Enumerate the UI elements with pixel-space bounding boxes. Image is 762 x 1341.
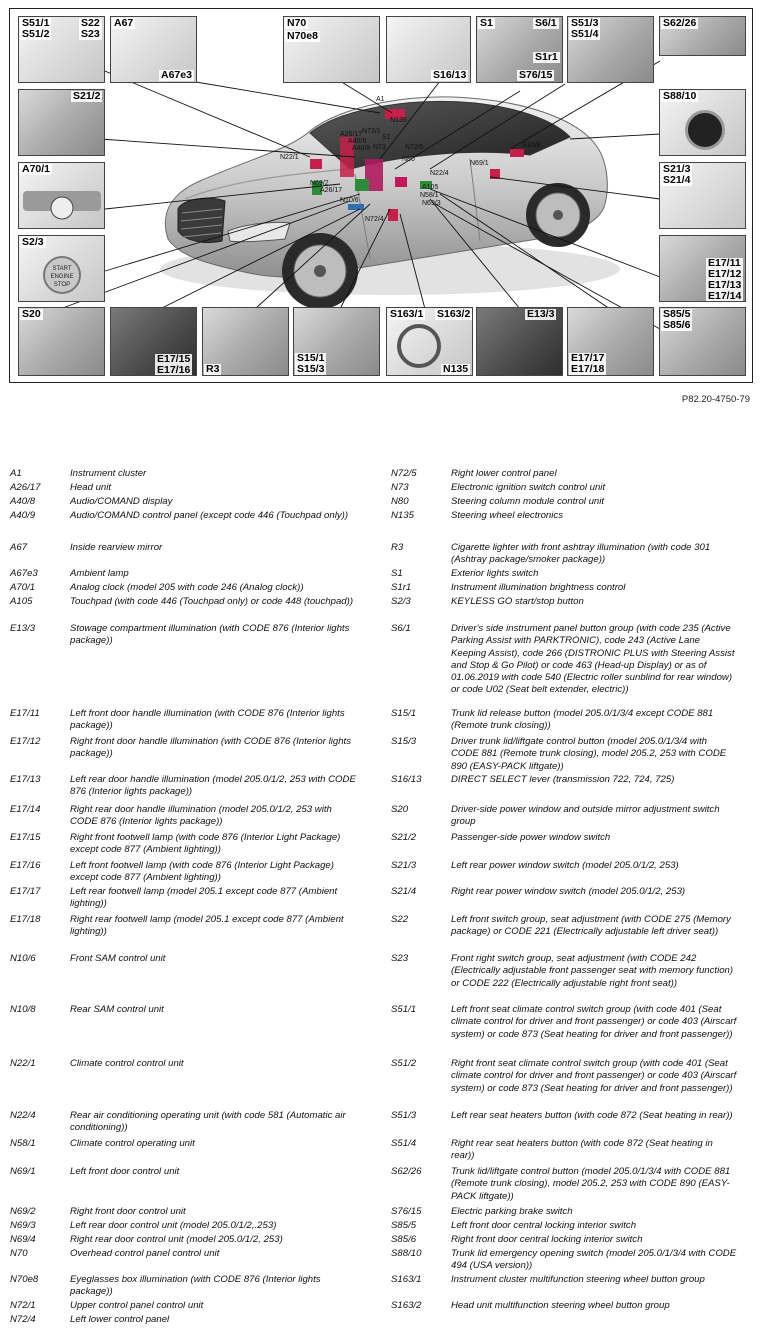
callout: N58/1 xyxy=(420,192,439,199)
component-code: N10/8 xyxy=(10,1004,36,1015)
component-code: S23 xyxy=(391,953,409,964)
component-code: S62/26 xyxy=(391,1166,422,1177)
component-code: S6/1 xyxy=(391,623,411,634)
label: S51/4 xyxy=(571,28,599,40)
label: E13/3 xyxy=(527,308,555,320)
label: S15/3 xyxy=(297,363,325,375)
component-description: Left lower control panel xyxy=(70,1314,170,1325)
component-description: Right lower control panel xyxy=(451,468,557,479)
component-description: Audio/COMAND control panel (except code 446 (Touchpad only)) xyxy=(70,510,349,521)
component-description: Trunk lid release button (model 205.0/1/3/4 except CODE 881 (Remote trunk closing)) xyxy=(451,708,714,732)
component-code: E17/13 xyxy=(10,774,41,785)
component-code: N72/1 xyxy=(10,1300,36,1311)
engine-text: ENGINE xyxy=(50,274,74,280)
component-code: N80 xyxy=(391,496,409,507)
label: S16/13 xyxy=(433,69,467,81)
component-description: Eyeglasses box illumination (with CODE 876 (Interior lights package)) xyxy=(70,1274,321,1298)
component-code: S85/5 xyxy=(391,1220,417,1231)
component-description: Climate control control unit xyxy=(70,1058,184,1069)
clock-icon xyxy=(19,163,105,229)
thumb-rear-seat-heat xyxy=(567,16,654,83)
stop-text: STOP xyxy=(53,282,71,288)
component-description: Left front seat climate control switch group (with code 401 (Seat climate control for driver and front passenger) or code 403 (Airscarf system) or code 873 (Seat heating for driver and front passenger)) xyxy=(451,1004,737,1040)
thumb-seat-switches xyxy=(18,16,105,83)
component-description: Left front footwell lamp (with code 876 (Interior Light Package) except code 877 (Ambient lighting)) xyxy=(70,860,334,884)
component-code: S15/1 xyxy=(391,708,417,719)
component-description: Left rear seat heaters button (with code 872 (Seat heating in rear)) xyxy=(451,1110,733,1121)
label: S163/1 xyxy=(390,308,424,320)
component-code: E17/15 xyxy=(10,832,41,843)
callout: N72/5 xyxy=(405,144,424,151)
label: S22 xyxy=(81,17,100,29)
label: N70 xyxy=(287,17,307,29)
callout: S1 xyxy=(382,134,391,141)
component-description: DIRECT SELECT lever (transmission 722, 724, 725) xyxy=(451,774,675,785)
callout: N10/6 xyxy=(340,197,359,204)
component-description: Right rear door control unit (model 205.0/1/2, 253) xyxy=(70,1234,283,1245)
label: N70e8 xyxy=(287,30,318,42)
label: E17/18 xyxy=(571,363,605,375)
thumb-trunk-button xyxy=(659,16,746,56)
component-description: Touchpad (with code 446 (Touchpad only) or code 448 (touchpad)) xyxy=(70,596,354,607)
component-code: S163/1 xyxy=(391,1274,422,1285)
location-diagram xyxy=(9,8,753,383)
round-switch-icon xyxy=(685,110,725,150)
label: S76/15 xyxy=(519,69,553,81)
label: E17/14 xyxy=(708,290,742,302)
thumb-door-handles xyxy=(659,235,746,302)
component-description: Steering column module control unit xyxy=(451,496,605,507)
component-code: E17/18 xyxy=(10,914,41,925)
component-description: Right front seat climate control switch group (with code 401 (Seat climate control for driver and front passenger) or code 403 (Airscarf system) or code 873 (Seat heating for driver and front passenger)) xyxy=(451,1058,737,1094)
label: S21/4 xyxy=(663,174,691,186)
label: E17/13 xyxy=(708,279,742,291)
label: S85/5 xyxy=(663,308,691,320)
label: E17/17 xyxy=(571,352,605,364)
component-code: S51/2 xyxy=(391,1058,417,1069)
component-code: E17/14 xyxy=(10,804,41,815)
thumb-rear-window-switch xyxy=(659,162,746,229)
component-code: S2/3 xyxy=(391,596,411,607)
component-description: Driver-side power window and outside mirror adjustment switch group xyxy=(451,804,720,828)
component-code: S85/6 xyxy=(391,1234,417,1245)
callout: A105 xyxy=(422,184,439,191)
component-description: Electric parking brake switch xyxy=(451,1206,573,1217)
label: A70/1 xyxy=(22,163,51,175)
component-code: S51/1 xyxy=(391,1004,417,1015)
thumb-passenger-window-switch xyxy=(18,89,105,156)
component-description: Analog clock (model 205 with code 246 (Analog clock)) xyxy=(70,582,304,593)
component-code: E17/12 xyxy=(10,736,41,747)
component-code: N135 xyxy=(391,510,414,521)
component-description: Driver's side instrument panel button group (with code 235 (Active Parking Assist with PARKTRONIC), code 243 (Active Lane Keeping Assist), code 266 (DISTRONIC PLUS with Steering Assist and Stop & Go Pilot) or code 463 (Head-up Display) or as of 01.06.2019 with code 540 (Electric roller sunblind for rear window) or code U02 (Seat belt extender, electric)) xyxy=(451,623,735,696)
component-description: Right rear footwell lamp (model 205.1 except code 877 (Ambient lighting)) xyxy=(70,914,344,938)
callout: N80 xyxy=(402,156,415,163)
component-description: Rear air conditioning operating unit (with code 581 (Automatic air conditioning)) xyxy=(70,1110,346,1134)
component-description: Instrument cluster multifunction steering wheel button group xyxy=(451,1274,705,1285)
thumb-cigarette-lighter xyxy=(202,307,289,376)
label: E17/16 xyxy=(157,364,191,376)
label: S21/3 xyxy=(663,163,691,175)
component-description: Left front door central locking interior switch xyxy=(451,1220,637,1231)
label: S51/2 xyxy=(22,28,50,40)
component-code: N69/2 xyxy=(10,1206,36,1217)
component-code: N58/1 xyxy=(10,1138,36,1149)
component-description: Head unit multifunction steering wheel button group xyxy=(451,1300,670,1311)
label: A67e3 xyxy=(161,69,192,81)
component-code: A40/8 xyxy=(10,496,36,507)
component-code: S16/13 xyxy=(391,774,422,785)
component-code: S76/15 xyxy=(391,1206,422,1217)
rear-wheel xyxy=(526,183,590,247)
start-text: START xyxy=(52,266,72,272)
component-description: Left rear power window switch (model 205.0/1/2, 253) xyxy=(451,860,679,871)
component-code: E17/17 xyxy=(10,886,41,897)
component-description: Ambient lamp xyxy=(70,568,129,579)
component-description: Cigarette lighter with front ashtray illumination (with code 301 (Ashtray package/smoker package)) xyxy=(451,542,711,566)
component-code: N69/4 xyxy=(10,1234,36,1245)
component-description: Left rear footwell lamp (model 205.1 except code 877 (Ambient lighting)) xyxy=(70,886,338,910)
component-code: A1 xyxy=(10,468,22,479)
label: S51/1 xyxy=(22,17,50,29)
thumb-steering-wheel xyxy=(386,307,473,376)
callout: A26/17 xyxy=(320,187,343,194)
component-description: Left front door handle illumination (with CODE 876 (Interior lights package)) xyxy=(70,708,345,732)
component-code: N10/6 xyxy=(10,953,36,964)
component-description: Right front door handle illumination (with CODE 876 (Interior lights package)) xyxy=(70,736,352,760)
component-code: S51/4 xyxy=(391,1138,417,1149)
component-description: Right front footwell lamp (with code 876 (Interior Light Package) except code 877 (Ambient lighting)) xyxy=(70,832,341,856)
component-code: N22/4 xyxy=(10,1110,36,1121)
component-description: Rear SAM control unit xyxy=(70,1004,164,1015)
thumb-stowage xyxy=(476,307,563,376)
component-code: S21/4 xyxy=(391,886,417,897)
steering-wheel-icon xyxy=(397,324,441,368)
component-code: N72/4 xyxy=(10,1314,36,1325)
callout: A40/9 xyxy=(352,145,371,152)
component-code: S21/3 xyxy=(391,860,417,871)
label: S1 xyxy=(480,17,493,29)
component-description: Climate control operating unit xyxy=(70,1138,195,1149)
label: S21/2 xyxy=(73,90,101,102)
thumb-overhead-panel xyxy=(283,16,380,83)
callout: N69/2 xyxy=(310,180,329,187)
callout: N72/1 xyxy=(362,128,381,135)
component-description: Electronic ignition switch control unit xyxy=(451,482,606,493)
component-code: A70/1 xyxy=(10,582,36,593)
component-code: S1r1 xyxy=(391,582,412,593)
callout: N72/4 xyxy=(365,216,384,223)
callout: N22/4 xyxy=(430,170,449,177)
label: E17/11 xyxy=(708,257,741,269)
callout: N69/3 xyxy=(422,200,441,207)
component-code: A67e3 xyxy=(10,568,38,579)
callout: N73 xyxy=(373,144,386,151)
label: S20 xyxy=(22,308,41,320)
component-code: S163/2 xyxy=(391,1300,422,1311)
component-code: S20 xyxy=(391,804,409,815)
component-code: N70 xyxy=(10,1248,28,1259)
component-code: N69/3 xyxy=(10,1220,36,1231)
thumb-trunk-release xyxy=(293,307,380,376)
component-code: S21/2 xyxy=(391,832,417,843)
callout: A40/8 xyxy=(348,138,367,145)
label: S1r1 xyxy=(535,51,558,63)
component-description: Instrument cluster xyxy=(70,468,147,479)
component-code: S1 xyxy=(391,568,403,579)
component-description: Exterior lights switch xyxy=(451,568,539,579)
component-code: E13/3 xyxy=(10,623,36,634)
thumb-footwell-rear xyxy=(567,307,654,376)
thumb-direct-select xyxy=(386,16,471,83)
component-code: N70e8 xyxy=(10,1274,39,1285)
component-description: Front SAM control unit xyxy=(70,953,166,964)
label: S23 xyxy=(81,28,100,40)
callout: N10/8 xyxy=(522,142,541,149)
component-code: N72/5 xyxy=(391,468,417,479)
component-code: N22/1 xyxy=(10,1058,36,1069)
component-description: Steering wheel electronics xyxy=(451,510,563,521)
component-description: Right rear power window switch (model 205.0/1/2, 253) xyxy=(451,886,686,897)
component-code: A26/17 xyxy=(10,482,41,493)
component-code: E17/11 xyxy=(10,708,40,719)
label: S62/26 xyxy=(663,17,697,29)
thumb-central-locking xyxy=(659,307,746,376)
label: A67 xyxy=(114,17,134,29)
thumb-rearview-mirror xyxy=(110,16,197,83)
component-code: A40/9 xyxy=(10,510,36,521)
component-description: Passenger-side power window switch xyxy=(451,832,611,843)
callout: A1 xyxy=(376,96,385,103)
thumb-emergency-switch xyxy=(659,89,746,156)
component-description: Trunk lid emergency opening switch (model 205.0/1/3/4 with CODE 494 (USA version)) xyxy=(451,1248,737,1272)
label: S51/3 xyxy=(571,17,599,29)
component-code: A105 xyxy=(10,596,33,607)
component-code: S15/3 xyxy=(391,736,417,747)
component-code: S22 xyxy=(391,914,409,925)
label: N135 xyxy=(443,363,469,375)
component-description: Upper control panel control unit xyxy=(70,1300,204,1311)
label: S85/6 xyxy=(663,319,691,331)
component-description: Left front switch group, seat adjustment (with CODE 275 (Memory package) or CODE 221 (Electrically adjustable left driver seat)) xyxy=(451,914,731,938)
component-description: Inside rearview mirror xyxy=(70,542,163,553)
component-description: Left rear door control unit (model 205.0/1/2,.253) xyxy=(70,1220,277,1231)
component-code: S88/10 xyxy=(391,1248,422,1259)
callout: A26/17 xyxy=(340,131,363,138)
component-description: Right rear door handle illumination (model 205.0/1/2, 253 with CODE 876 (Interior lights package)) xyxy=(70,804,332,828)
component-description: Right front door control unit xyxy=(70,1206,186,1217)
label: S88/10 xyxy=(663,90,697,102)
component-description: Trunk lid/liftgate control button (model 205.0/1/3/4 with CODE 881 (Remote trunk closing), model 205.2, 253 with CODE 890 (EASY-PACK liftgate)) xyxy=(451,1166,731,1202)
thumb-analog-clock xyxy=(18,162,105,229)
label: E17/15 xyxy=(157,353,191,365)
component-description: Stowage compartment illumination (with CODE 876 (Interior lights package)) xyxy=(70,623,350,647)
component-description: Driver trunk lid/liftgate control button (model 205.0/1/3/4 with CODE 881 (Remote trunk closing), model 205.2, 253 with CODE 890 (EASY-PACK liftgate)) xyxy=(451,736,727,772)
label: S15/1 xyxy=(297,352,325,364)
thumb-start-stop xyxy=(18,235,105,302)
callout: N69/1 xyxy=(470,160,489,167)
component-code: E17/16 xyxy=(10,860,41,871)
component-description: KEYLESS GO start/stop button xyxy=(451,596,584,607)
label: E17/12 xyxy=(708,268,742,280)
callout: N135 xyxy=(390,117,407,124)
component-description: Overhead control panel control unit xyxy=(70,1248,220,1259)
component-description: Left front door control unit xyxy=(70,1166,180,1177)
thumb-light-switch xyxy=(476,16,563,83)
component-description: Instrument illumination brightness control xyxy=(451,582,626,593)
component-code: A67 xyxy=(10,542,28,553)
component-description: Audio/COMAND display xyxy=(70,496,173,507)
callout: N22/1 xyxy=(280,154,299,161)
figure-id: P82.20-4750-79 xyxy=(681,394,750,405)
component-code: N69/1 xyxy=(10,1166,36,1177)
start-stop-icon xyxy=(43,256,81,294)
thumb-driver-window-switch xyxy=(18,307,105,376)
front-wheel xyxy=(282,233,358,309)
component-description: Head unit xyxy=(70,482,112,493)
label: S2/3 xyxy=(22,236,44,248)
component-code: S51/3 xyxy=(391,1110,417,1121)
label: S6/1 xyxy=(535,17,557,29)
component-code: R3 xyxy=(391,542,404,553)
component-code: N73 xyxy=(391,482,409,493)
component-description: Right front door central locking interior switch xyxy=(451,1234,643,1245)
label: R3 xyxy=(206,363,220,375)
component-description: Front right switch group, seat adjustment (with CODE 242 (Electrically adjustable front passenger seat with memory function) or CODE 222 (Electrically adjustable right front seat)) xyxy=(451,953,734,989)
label: S163/2 xyxy=(437,308,471,320)
component-description: Right rear seat heaters button (with code 872 (Seat heating in rear)) xyxy=(451,1138,713,1162)
component-description: Left rear door handle illumination (model 205.0/1/2, 253 with CODE 876 (Interior lights package)) xyxy=(70,774,356,798)
thumb-footwell-front xyxy=(110,307,197,376)
